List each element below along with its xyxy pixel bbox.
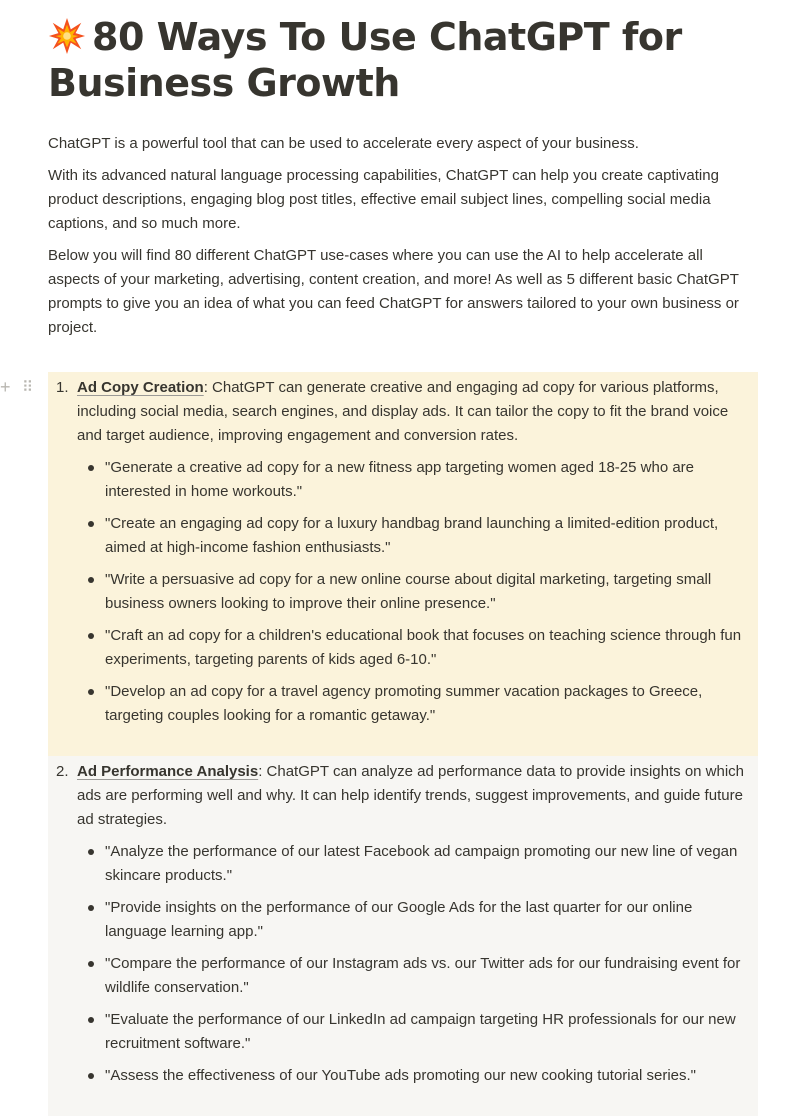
collision-emoji-icon [48, 17, 86, 55]
prompt-list-item [77, 1008, 752, 1056]
prompt-text: "Evaluate the performance of our LinkedIn ad campaign targeting HR professionals for our new recruitment software." [105, 1011, 736, 1052]
bullet-icon [77, 456, 105, 504]
item-colon: : [258, 763, 263, 780]
bullet-icon [77, 568, 105, 616]
list-block-ad-performance-analysis[interactable] [48, 756, 758, 1116]
item-colon: : [203, 379, 208, 396]
item-name: Ad Performance Analysis [77, 763, 259, 780]
numbered-list-item [56, 376, 752, 448]
prompt-text: "Write a persuasive ad copy for a new online course about digital marketing, targeting small business owners looking to improve their online presence." [105, 571, 712, 612]
prompt-text: "Analyze the performance of our latest Facebook ad campaign promoting our new line of vegan skincare products." [105, 843, 738, 884]
page-title [48, 14, 758, 106]
bullet-icon [77, 896, 105, 944]
list-item-text [77, 376, 752, 448]
prompt-text: "Create an engaging ad copy for a luxury handbag brand launching a limited-edition product, aimed at high-income fashion enthusiasts." [105, 515, 719, 556]
intro-paragraph: With its advanced natural language processing capabilities, ChatGPT can help you create captivating product descriptions, engaging blog post titles, effective email subject lines, compelling social media captions, and so much more. [48, 167, 719, 232]
list-block-ad-copy-creation[interactable] [0, 372, 758, 756]
prompt-list-item [77, 512, 752, 560]
page-title-line2: Business Growth [48, 61, 400, 105]
prompt-list [77, 840, 752, 1088]
bullet-icon [77, 624, 105, 672]
intro-paragraph: Below you will find 80 different ChatGPT use-cases where you can use the AI to help accelerate all aspects of your marketing, advertising, content creation, and more! As well as 5 different basic ChatGPT prompts to give you an idea of what you can feed ChatGPT for answers tailored to your own business or project. [48, 247, 739, 336]
bullet-icon [77, 680, 105, 728]
prompt-list-item [77, 456, 752, 504]
page-title-line1: 80 Ways To Use ChatGPT for [92, 15, 682, 59]
block-handle[interactable] [0, 377, 40, 399]
prompt-text: "Provide insights on the performance of our Google Ads for the last quarter for our online language learning app." [105, 899, 693, 940]
prompt-list-item [77, 568, 752, 616]
bullet-icon [77, 1008, 105, 1056]
item-name: Ad Copy Creation [77, 379, 204, 396]
add-block-icon[interactable]: + [0, 377, 11, 397]
list-number: 2. [56, 763, 69, 780]
list-number: 1. [56, 379, 69, 396]
prompt-text: "Compare the performance of our Instagram ads vs. our Twitter ads for our fundraising event for wildlife conservation." [105, 955, 741, 996]
intro-section [48, 132, 756, 340]
intro-paragraph: ChatGPT is a powerful tool that can be used to accelerate every aspect of your business. [48, 135, 639, 152]
prompt-list-item [77, 624, 752, 672]
bullet-icon [77, 952, 105, 1000]
bullet-icon [77, 1064, 105, 1088]
prompt-list-item [77, 840, 752, 888]
bullet-icon [77, 840, 105, 888]
prompt-text: "Assess the effectiveness of our YouTube ads promoting our new cooking tutorial series." [105, 1067, 696, 1084]
prompt-text: "Generate a creative ad copy for a new fitness app targeting women aged 18-25 who are interested in home workouts." [105, 459, 695, 500]
prompt-list [77, 456, 752, 728]
prompt-text: "Craft an ad copy for a children's educational book that focuses on teaching science through fun experiments, targeting parents of kids aged 6-10." [105, 627, 742, 668]
bullet-icon [77, 512, 105, 560]
item-description: ChatGPT can analyze ad performance data to provide insights on which ads are performing well and why. It can help identify trends, suggest improvements, and guide future ad strategies. [77, 763, 745, 828]
item-description: ChatGPT can generate creative and engaging ad copy for various platforms, including social media, search engines, and display ads. It can tailor the copy to fit the brand voice and target audience, improving engagement and conversion rates. [77, 379, 729, 444]
prompt-list-item [77, 680, 752, 728]
list-item-text [77, 760, 752, 832]
numbered-list-item [56, 760, 752, 832]
prompt-list-item [77, 896, 752, 944]
prompt-list-item [77, 952, 752, 1000]
drag-handle-icon[interactable]: ⠿ [22, 379, 31, 396]
prompt-list-item [77, 1064, 752, 1088]
prompt-text: "Develop an ad copy for a travel agency promoting summer vacation packages to Greece, targeting couples looking for a romantic getaway." [105, 683, 703, 724]
